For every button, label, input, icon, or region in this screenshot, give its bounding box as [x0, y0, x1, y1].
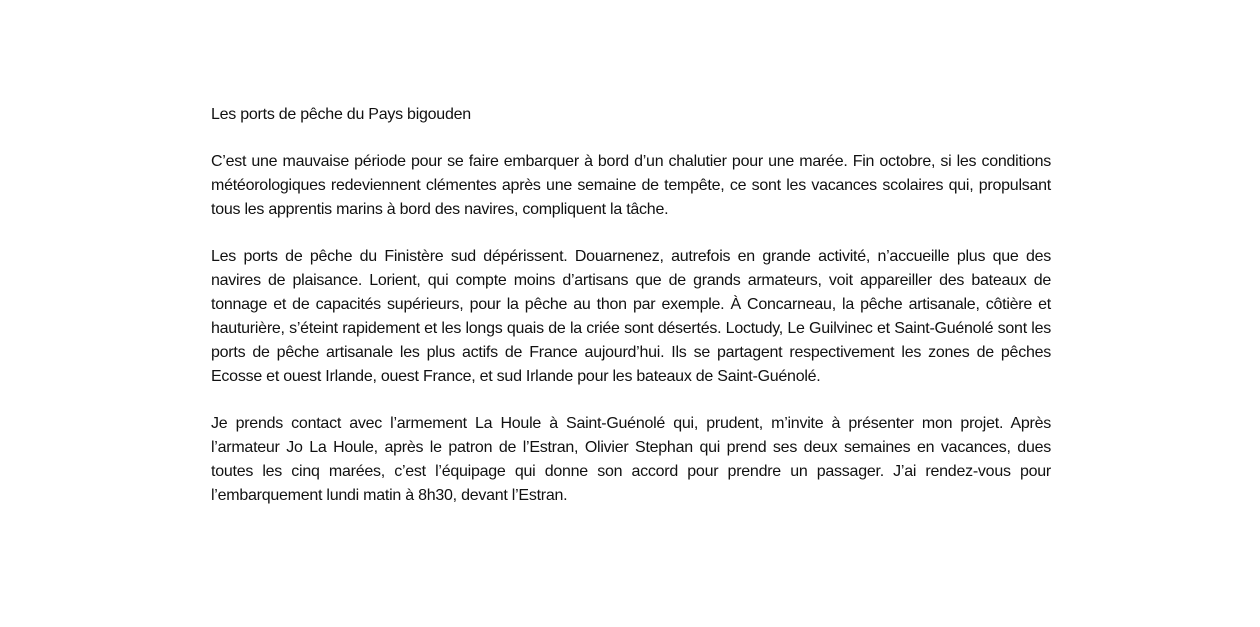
article-paragraph-1: C’est une mauvaise période pour se faire embarquer à bord d’un chalutier pour une marée. Fin octobre, si les conditions météorologiques redeviennent clémentes après une semaine de tempête, ce sont les vacances scolaires qui, propulsant tous les apprentis marins à bord des navires, compliquent la tâche. [211, 153, 1051, 218]
article-paragraph-2: Les ports de pêche du Finistère sud dépérissent. Douarnenez, autrefois en grande activité, n’accueille plus que des navires de plaisance. Lorient, qui compte moins d’artisans que de grands armateurs, voit appareiller des bateaux de tonnage et de capacités supérieurs, pour la pêche au thon par exemple. À Concarneau, la pêche artisanale, côtière et hauturière, s’éteint rapidement et les longs quais de la criée sont désertés. Loctudy, Le Guilvinec et Saint-Guénolé sont les ports de pêche artisanale les plus actifs de France aujourd’hui. Ils se partagent respectivement les zones de pêches Ecosse et ouest Irlande, ouest France, et sud Irlande pour les bateaux de Saint-Guénolé. [211, 248, 1051, 385]
article [211, 103, 1051, 508]
article-title: Les ports de pêche du Pays bigouden [211, 106, 471, 123]
article-paragraph-3: Je prends contact avec l’armement La Houle à Saint-Guénolé qui, prudent, m’invite à présenter mon projet. Après l’armateur Jo La Houle, après le patron de l’Estran, Olivier Stephan qui prend ses deux semaines en vacances, dues toutes les cinq marées, c’est l’équipage qui donne son accord pour prendre un passager. J’ai rendez-vous pour l’embarquement lundi matin à 8h30, devant l’Estran. [211, 415, 1051, 504]
